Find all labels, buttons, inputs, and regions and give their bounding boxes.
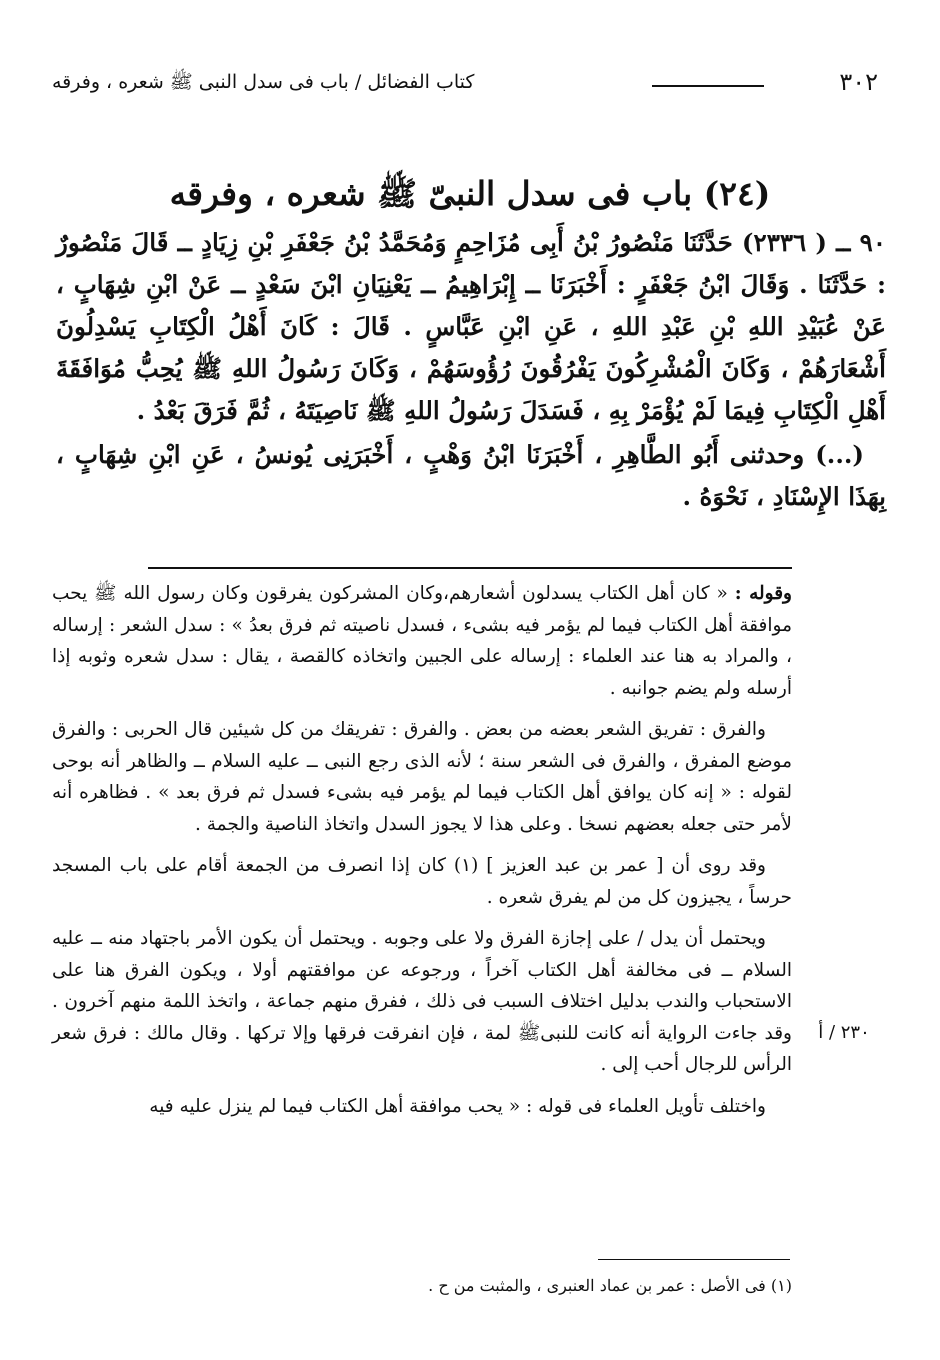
hadith-variant: (...) وحدثنى أَبُو الطَّاهِرِ ، أَخْبَرَنَا ابْنُ وَهْبٍ ، أَخْبَرَنِى يُونسُ ، عَنِ ابْنِ شِهَابٍ ، بِهَذَا الإِسْنَادِ ، نَحْوَهُ . (56, 440, 886, 511)
commentary-lead: وقوله : (734, 583, 792, 604)
section-divider (148, 567, 792, 569)
page-number: ٣٠٢ (839, 68, 878, 96)
hadith-main: ٩٠ ــ ( ٢٣٣٦) حَدَّثَنَا مَنْصُورُ بْنُ أَبِى مُزَاحِمٍ وَمُحَمَّدُ بْنُ جَعْفَرِ بْنِ زِيَادٍ ــ قَالَ مَنْصُورٌ : حَدَّثَنَا . وَقَالَ ابْنُ جَعْفَرٍ : أَخْبَرَنَا ــ إِبْرَاهِيمُ ــ يَعْنِيَانِ ابْنَ سَعْدٍ ــ عَنْ ابْنِ شِهَابٍ ، عَنْ عُبَيْدِ اللهِ بْنِ عَبْدِ اللهِ ، عَنِ ابْنِ عَبَّاسٍ . قَالَ : كَانَ أَهْلُ الْكِتَابِ يَسْدِلُونَ أَشْعَارَهُمْ ، وَكَانَ الْمُشْرِكُونَ يَفْرُقُونَ رُؤُوسَهُمْ ، وَكَانَ رَسُولُ اللهِ ﷺ يُحِبُّ مُوَافَقَةَ أَهْلِ الْكِتَابِ فِيمَا لَمْ يُؤْمَرْ بِهِ ، فَسَدَلَ رَسُولُ اللهِ ﷺ نَاصِيَتَهُ ، ثُمَّ فَرَقَ بَعْدُ . (56, 228, 886, 425)
commentary-paragraph: واختلف تأويل العلماء فى قوله : « يحب موافقة أهل الكتاب فيما لم ينزل عليه فيه (149, 1095, 766, 1117)
footnote-rule (598, 1259, 790, 1260)
running-title: كتاب الفضائل / باب فى سدل النبى ﷺ شعره ، وفرقه (52, 71, 475, 93)
commentary-paragraph: وقد روى أن [ عمر بن عبد العزيز ] (١) كان إذا انصرف من الجمعة أقام على باب المسجد حرساً ، يجيزون كل من لم يفرق شعره . (52, 855, 792, 908)
manuscript-folio-note: ٢٣٠ / أ (818, 1022, 870, 1043)
commentary-paragraph (52, 578, 792, 704)
hadith-text (56, 222, 886, 518)
commentary-paragraph: والفرق : تفريق الشعر بعضه من بعض . والفرق : تفريقك من كل شيئين قال الحربى : والفرق موضع المفرق ، والفرق فى الشعر سنة ؛ لأنه الذى رجع النبى ــ عليه السلام ــ والظاهر أنه بوحى لقوله : « إنه كان يوافق أهل الكتاب فيما لم يؤمر فيه بشىء فسدل ثم فرق بعد » . فظاهره أنه لأمر حتى جعله بعضهم نسخا . وعلى هذا لا يجوز السدل واتخاذ الناصية والجمة . (52, 719, 792, 835)
commentary-text: « كان أهل الكتاب يسدلون أشعارهم،وكان المشركون يفرقون وكان رسول الله ﷺ يحب موافقة أهل الكتاب فيما لم يؤمر فيه بشىء ، فسدل ناصيته ثم فرق بعدُ » : سدل الشعر : إرساله ، والمراد به هنا عند العلماء : إرساله على الجبين واتخاذه كالقصة ، يقال : سدل شعره وثوبه إذا أرسله ولم يضم جوانبه . (52, 583, 792, 699)
commentary (52, 578, 792, 1132)
footnote: (١) فى الأصل : عمر بن عماد العنبرى ، والمثبت من ح . (428, 1276, 792, 1295)
chapter-heading: (٢٤) باب فى سدل النبىّ ﷺ شعره ، وفرقه (169, 174, 771, 213)
commentary-paragraph: ويحتمل أن يدل / على إجازة الفرق ولا على وجوبه . ويحتمل أن يكون الأمر باجتهاد منه ــ عليه السلام ــ فى مخالفة أهل الكتاب آخراً ، ورجوعه عن موافقتهم أولا ، ويكون الفرق هنا على الاستحباب والندب بدليل اختلاف السبب فى ذلك ، ففرق منهم جماعة ، واتخذ اللمة منهم آخرون . وقد جاءت الرواية أنه كانت للنبىﷺ لمة ، فإن انفرقت فرقها وإلا تركها . وقال مالك : فرق شعر الرأس للرجال أحب إلى . (52, 928, 792, 1075)
header-rule (652, 85, 764, 87)
running-header (48, 64, 892, 100)
